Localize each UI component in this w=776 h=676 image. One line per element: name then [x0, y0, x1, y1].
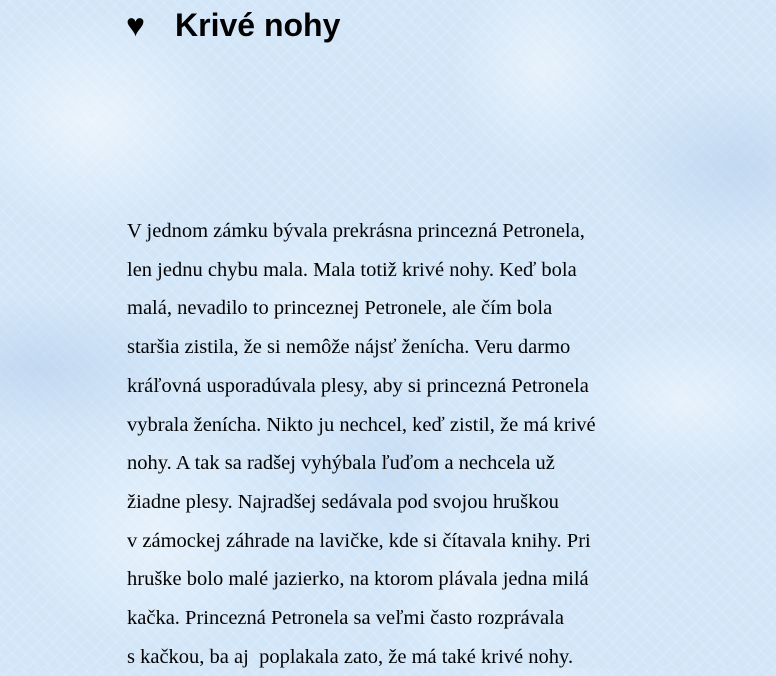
story-line: len jednu chybu mala. Mala totiž krivé nohy. Keď bola: [127, 258, 577, 281]
story-line: s kačkou, ba aj poplakala zato, že má také krivé nohy.: [127, 645, 574, 668]
story-line: v zámockej záhrade na lavičke, kde si čítavala knihy. Pri: [127, 529, 591, 552]
story-text: [127, 212, 687, 676]
story-line: kráľovná usporadúvala plesy, aby si princezná Petronela: [127, 374, 589, 397]
story-line: žiadne plesy. Najradšej sedávala pod svojou hruškou: [127, 490, 559, 513]
story-line: hruške bolo malé jazierko, na ktorom plávala jedna milá: [127, 568, 589, 591]
story-line: kačka. Princezná Petronela sa veľmi často rozprávala: [127, 607, 564, 630]
story-line: vybrala ženícha. Nikto ju nechcel, keď zistil, že má krivé: [127, 413, 596, 436]
story-line: V jednom zámku bývala prekrásna princezná Petronela,: [127, 220, 585, 242]
page-title: [126, 4, 340, 46]
heart-icon: ♥: [126, 7, 145, 43]
story-line: staršia zistila, že si nemôže nájsť ženícha. Veru darmo: [127, 336, 571, 359]
story-line: nohy. A tak sa radšej vyhýbala ľuďom a nechcela už: [127, 452, 555, 475]
story-line: malá, nevadilo to princeznej Petronele, ale čím bola: [127, 297, 553, 320]
page-title-text: Krivé nohy: [175, 7, 341, 43]
